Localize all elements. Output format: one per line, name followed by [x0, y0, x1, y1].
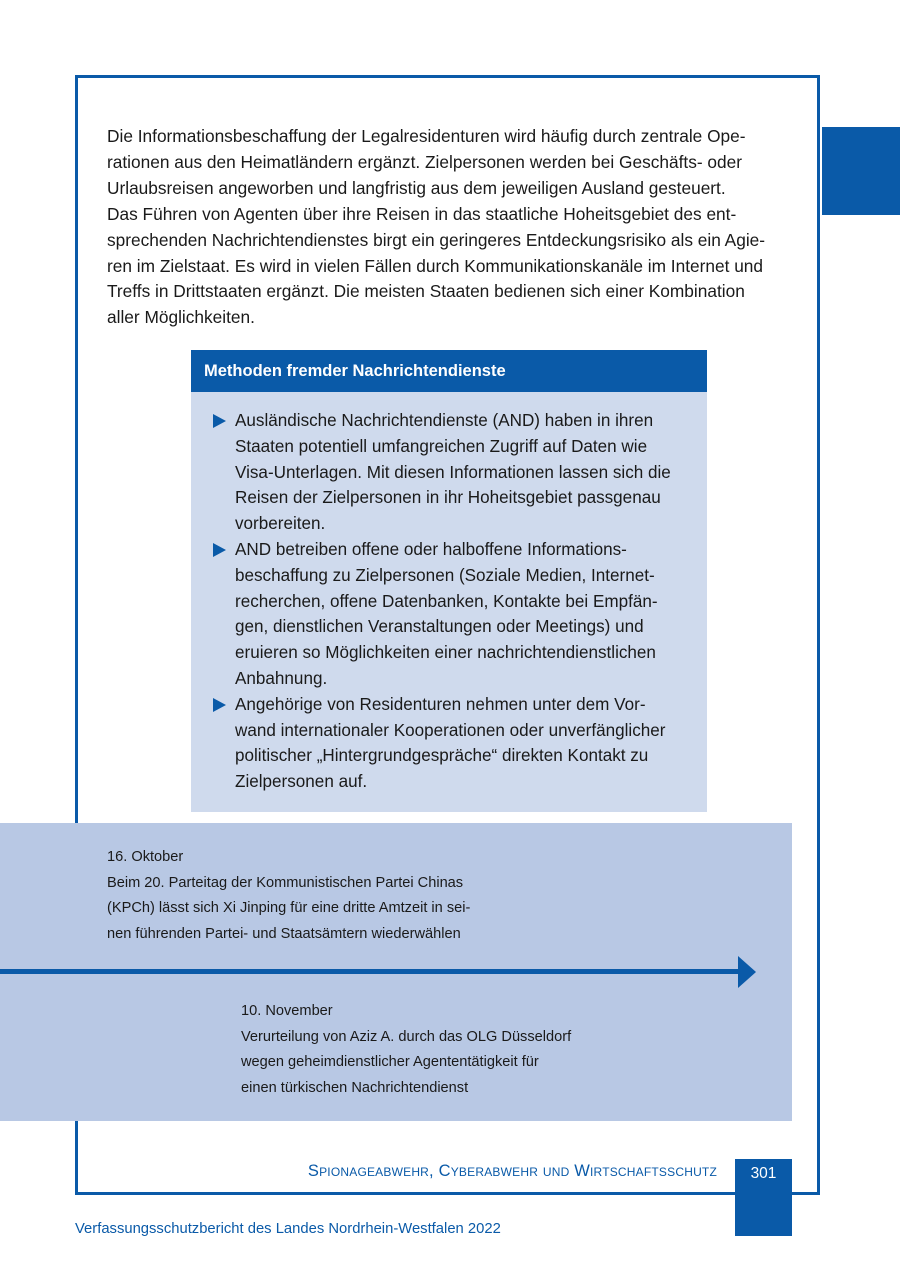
- intro-line: Treffs in Drittstaaten ergänzt. Die meisten Staaten bedienen sich einer Kombination: [107, 281, 745, 302]
- timeline-arrow-icon: [738, 956, 756, 988]
- list-item-line: vorbereiten.: [235, 514, 326, 534]
- event-text-line: nen führenden Partei- und Staatsämtern wiederwählen: [107, 926, 461, 943]
- triangle-bullet-icon: [213, 414, 226, 428]
- timeline-event: [107, 845, 470, 948]
- list-item-line: beschaffung zu Zielpersonen (Soziale Medien, Internet-: [235, 565, 655, 585]
- page-number: 301: [750, 1165, 777, 1182]
- timeline-line: [0, 969, 742, 974]
- event-date: 16. Oktober: [107, 849, 184, 865]
- page-number-tab: [735, 1159, 792, 1236]
- event-date: 10. November: [241, 1003, 333, 1019]
- methods-list: [211, 408, 691, 795]
- intro-paragraph: [107, 124, 797, 331]
- methods-info-box: [191, 350, 707, 812]
- list-item: [211, 537, 691, 692]
- list-item-line: Staaten potentiell umfangreichen Zugriff auf Daten wie: [235, 436, 648, 456]
- list-item-line: Ausländische Nachrichtendienste (AND) haben in ihren: [235, 411, 654, 430]
- list-item-line: Visa-Unterlagen. Mit diesen Informationen lassen sich die: [235, 462, 671, 482]
- intro-line: ren im Zielstaat. Es wird in vielen Fällen durch Kommunikationskanäle im Internet und: [107, 255, 764, 276]
- chapter-tab: [822, 127, 900, 215]
- event-text-line: Beim 20. Parteitag der Kommunistischen Partei Chinas: [107, 874, 464, 891]
- methods-box-title: Methoden fremder Nachrichtendienste: [191, 350, 707, 392]
- event-text-line: wegen geheimdienstlicher Agententätigkeit für: [241, 1054, 539, 1071]
- list-item-line: politischer „Hintergrundgespräche“ direkten Kontakt zu: [235, 746, 649, 766]
- intro-line: rationen aus den Heimatländern ergänzt. Zielpersonen werden bei Geschäfts- oder: [107, 151, 742, 172]
- list-item-line: eruieren so Möglichkeiten einer nachrichtendienstlichen: [235, 643, 656, 663]
- list-item-line: gen, dienstlichen Veranstaltungen oder Meetings) und: [235, 617, 644, 637]
- triangle-bullet-icon: [213, 698, 226, 712]
- intro-line: Urlaubsreisen angeworben und langfristig aus dem jeweiligen Ausland gesteuert.: [107, 177, 726, 198]
- list-item-line: Angehörige von Residenturen nehmen unter dem Vor-: [235, 694, 646, 714]
- running-section-title: Spionageabwehr, Cyberabwehr und Wirtschaftsschutz: [307, 1162, 717, 1180]
- event-text-line: Verurteilung von Aziz A. durch das OLG Düsseldorf: [241, 1028, 572, 1045]
- list-item-line: Reisen der Zielpersonen in ihr Hoheitsgebiet passgenau: [235, 488, 661, 508]
- event-text-line: einen türkischen Nachrichtendienst: [241, 1080, 469, 1097]
- intro-line: Die Informationsbeschaffung der Legalresidenturen wird häufig durch zentrale Ope-: [107, 126, 746, 146]
- list-item-line: Anbahnung.: [235, 668, 328, 688]
- publication-footer: Verfassungsschutzbericht des Landes Nordrhein-Westfalen 2022: [75, 1221, 501, 1237]
- intro-line: aller Möglichkeiten.: [107, 307, 255, 328]
- list-item-line: wand internationaler Kooperationen oder unverfänglicher: [235, 720, 666, 740]
- timeline-event: [241, 999, 571, 1102]
- intro-line: sprechenden Nachrichtendienstes birgt ein geringeres Entdeckungsrisiko als ein Agie-: [107, 229, 766, 250]
- event-text-line: (KPCh) lässt sich Xi Jinping für eine dritte Amtzeit in sei-: [107, 900, 471, 917]
- list-item: [211, 408, 691, 537]
- intro-line: Das Führen von Agenten über ihre Reisen in das staatliche Hoheitsgebiet des ent-: [107, 203, 737, 224]
- list-item-line: Zielpersonen auf.: [235, 772, 368, 792]
- triangle-bullet-icon: [213, 543, 226, 557]
- list-item: [211, 692, 691, 795]
- list-item-line: AND betreiben offene oder halboffene Informations-: [235, 539, 627, 559]
- list-item-line: recherchen, offene Datenbanken, Kontakte bei Empfän-: [235, 591, 658, 611]
